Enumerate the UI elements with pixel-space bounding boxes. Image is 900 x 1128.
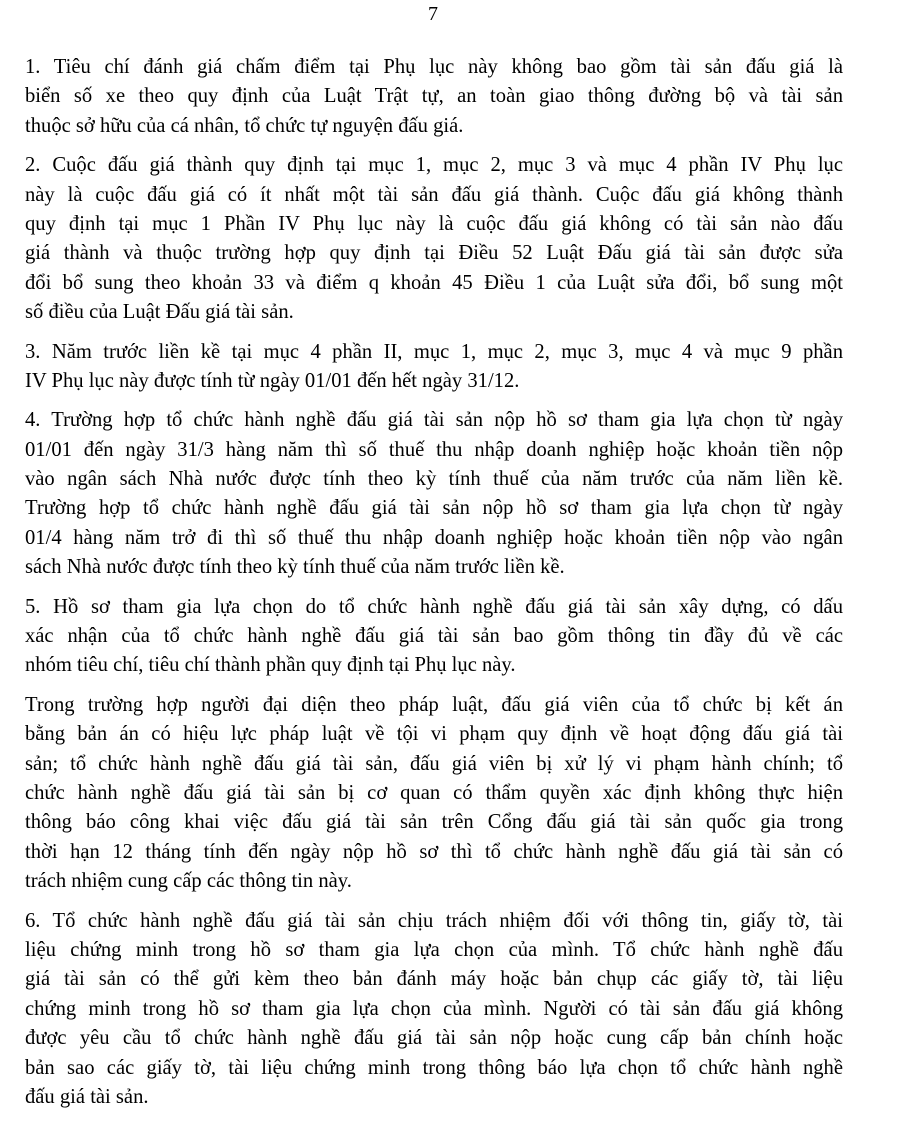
paragraph — [25, 53, 843, 141]
paragraph — [25, 338, 843, 397]
paragraph — [25, 593, 843, 681]
text-line: 01/4 hàng năm trở đi thì số thuế thu nhập doanh nghiệp hoặc khoản tiền nộp vào ngân — [25, 526, 843, 549]
text-line: biển số xe theo quy định của Luật Trật tự, an toàn giao thông đường bộ và tài sản — [25, 85, 843, 108]
text-line: IV Phụ lục này được tính từ ngày 01/01 đến hết ngày 31/12. — [25, 369, 520, 392]
text-line: đổi bổ sung theo khoản 33 và điểm q khoản 45 Điều 1 của Luật sửa đổi, bổ sung một — [25, 271, 843, 294]
text-line: nhóm tiêu chí, tiêu chí thành phần quy định tại Phụ lục này. — [25, 654, 516, 677]
text-line: trách nhiệm cung cấp các thông tin này. — [25, 870, 352, 893]
text-line: 6. Tổ chức hành nghề đấu giá tài sản chịu trách nhiệm đối với thông tin, giấy tờ, tài — [25, 909, 843, 932]
text-line: 5. Hồ sơ tham gia lựa chọn do tổ chức hành nghề đấu giá tài sản xây dựng, có dấu — [25, 595, 843, 618]
text-line: 1. Tiêu chí đánh giá chấm điểm tại Phụ lục này không bao gồm tài sản đấu giá là — [25, 56, 843, 78]
text-line: 4. Trường hợp tổ chức hành nghề đấu giá tài sản nộp hồ sơ tham gia lựa chọn từ ngày — [25, 409, 843, 432]
text-line: chứng minh trong hồ sơ tham gia lựa chọn của mình. Người có tài sản đấu giá không — [25, 997, 843, 1020]
text-line: thông báo công khai việc đấu giá tài sản trên Cổng đấu giá tài sản quốc gia trong — [25, 811, 843, 834]
paragraph — [25, 406, 843, 582]
text-line: đấu giá tài sản. — [25, 1085, 149, 1108]
text-line: bản sao các giấy tờ, tài liệu chứng minh trong thông báo lựa chọn tổ chức hành nghề — [25, 1056, 843, 1079]
text-line: thuộc sở hữu của cá nhân, tổ chức tự nguyện đấu giá. — [25, 114, 464, 137]
text-line: được yêu cầu tổ chức hành nghề đấu giá tài sản nộp hoặc cung cấp bản chính hoặc — [25, 1027, 843, 1050]
text-line: xác nhận của tổ chức hành nghề đấu giá tài sản bao gồm thông tin đầy đủ về các — [25, 625, 843, 648]
text-line: thời hạn 12 tháng tính đến ngày nộp hồ sơ thì tổ chức hành nghề đấu giá tài sản có — [25, 840, 843, 863]
text-line: giá tài sản có thể gửi kèm theo bản đánh máy hoặc bản chụp các giấy tờ, tài liệu — [25, 968, 843, 991]
text-line: 2. Cuộc đấu giá thành quy định tại mục 1, mục 2, mục 3 và mục 4 phần IV Phụ lục — [25, 154, 843, 177]
text-line: 3. Năm trước liền kề tại mục 4 phần II, mục 1, mục 2, mục 3, mục 4 và mục 9 phần — [25, 340, 843, 363]
text-line: 01/01 đến ngày 31/3 hàng năm thì số thuế thu nhập doanh nghiệp hoặc khoản tiền nộp — [25, 438, 843, 461]
paragraph — [25, 691, 843, 897]
page-number: 7 — [428, 3, 438, 25]
paragraph — [25, 151, 843, 327]
document-body — [25, 53, 843, 1122]
text-line: bằng bản án có hiệu lực pháp luật về tội vi phạm quy định về hoạt động đấu giá tài — [25, 723, 843, 746]
paragraph — [25, 907, 843, 1113]
text-line: chức hành nghề đấu giá tài sản bị cơ quan có thẩm quyền xác định không thực hiện — [25, 781, 843, 804]
text-line: sản; tổ chức hành nghề đấu giá tài sản, đấu giá viên bị xử lý vi phạm hành chính; tổ — [25, 752, 843, 775]
text-line: Trường hợp tổ chức hành nghề đấu giá tài sản nộp hồ sơ tham gia lựa chọn từ ngày — [25, 497, 843, 520]
text-line: này là cuộc đấu giá có ít nhất một tài sản đấu giá thành. Cuộc đấu giá không thành — [25, 183, 843, 206]
text-line: số điều của Luật Đấu giá tài sản. — [25, 301, 294, 324]
text-line: vào ngân sách Nhà nước được tính theo kỳ tính thuế của năm trước của năm liền kề. — [25, 468, 843, 491]
text-line: sách Nhà nước được tính theo kỳ tính thuế của năm trước liền kề. — [25, 556, 565, 579]
text-line: liệu chứng minh trong hồ sơ tham gia lựa chọn của mình. Tổ chức hành nghề đấu — [25, 938, 843, 961]
text-line: quy định tại mục 1 Phần IV Phụ lục này là cuộc đấu giá không có tài sản nào đấu — [25, 212, 843, 235]
text-line: giá thành và thuộc trường hợp quy định tại Điều 52 Luật Đấu giá tài sản được sửa — [25, 242, 843, 265]
text-line: Trong trường hợp người đại diện theo pháp luật, đấu giá viên của tổ chức bị kết án — [25, 693, 843, 716]
